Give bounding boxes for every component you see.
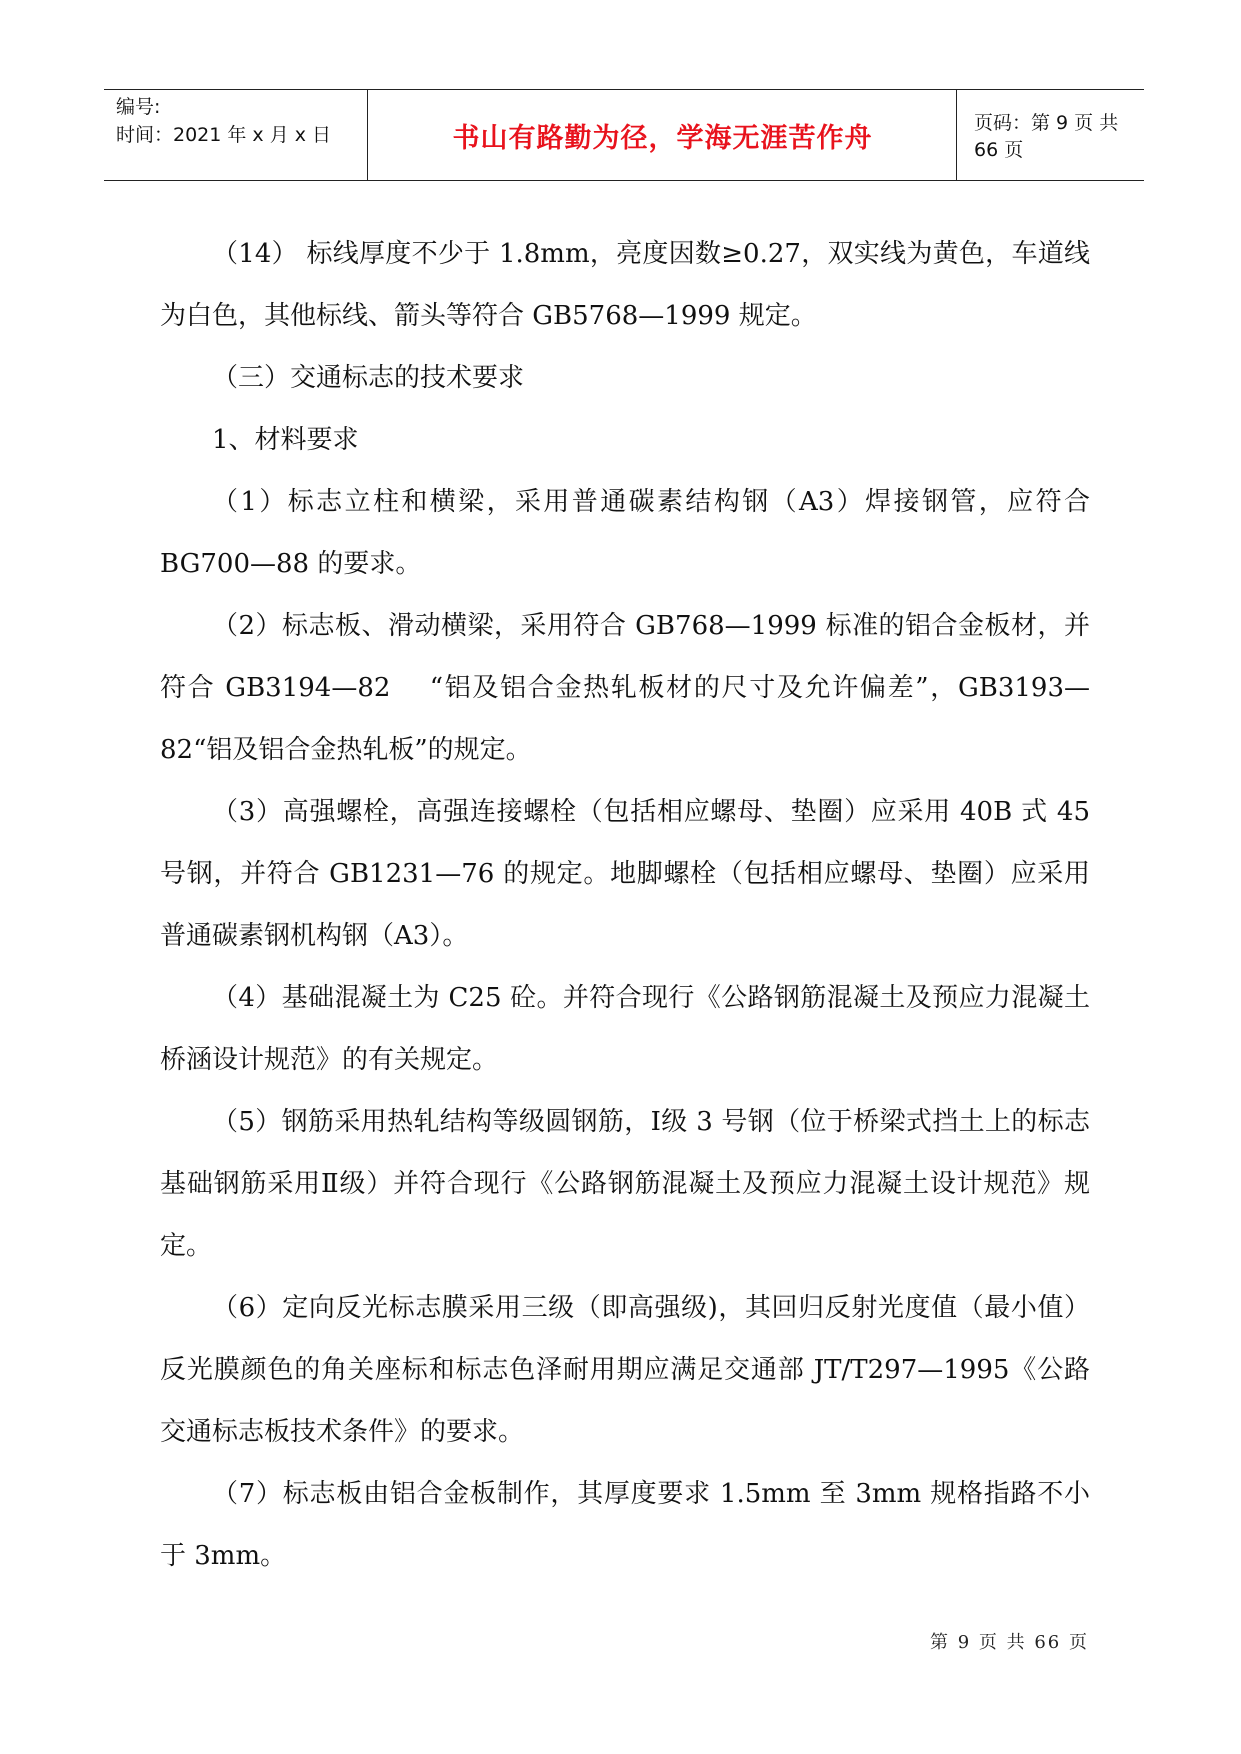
header-divider-right — [956, 90, 957, 180]
paragraph-5-rebar: （5）钢筋采用热轧结构等级圆钢筋，Ⅰ级 3 号钢（位于桥梁式挡土上的标志基础钢筋采用Ⅱ级）并符合现行《公路钢筋混凝土及预应力混凝土设计规范》规定。 — [160, 1107, 1090, 1261]
page-footer-number: 第 9 页 共 66 页 — [930, 1632, 1089, 1653]
paragraph-6-reflective-film: （6）定向反光标志膜采用三级（即高强级)，其回归反射光度值（最小值）反光膜颜色的角关座标和标志色泽耐用期应满足交通部 JT/T297—1995《公路交通标志板技术条件》的要求。 — [160, 1293, 1090, 1447]
paragraph-2-sign-plates: （2）标志板、滑动横梁，采用符合 GB768—1999 标准的铝合金板材，并符合 GB3194—82 “铝及铝合金热轧板材的尺寸及允许偏差”，GB3193—82“铝及铝合金热轧板”的规定。 — [160, 611, 1090, 765]
paragraph-4-concrete: （4）基础混凝土为 C25 砼。并符合现行《公路钢筋混凝土及预应力混凝土桥涵设计规范》的有关规定。 — [160, 983, 1090, 1075]
subsection-heading-materials: 1、材料要求 — [212, 425, 359, 455]
serial-number-label: 编号: — [116, 96, 161, 118]
section-heading-traffic-signs: （三）交通标志的技术要求 — [212, 363, 525, 393]
header-meta — [116, 93, 331, 149]
document-body — [160, 223, 1099, 1587]
paragraph-1-columns-beams: （1）标志立柱和横梁，采用普通碳素结构钢（A3）焊接钢管，应符合 BG700—88 的要求。 — [160, 487, 1099, 579]
header-page-number: 页码：第 9 页 共 66 页 — [974, 112, 1119, 161]
header-motto: 书山有路勤为径，学海无涯苦作舟 — [452, 122, 873, 154]
time-label: 时间：2021 年 x 月 x 日 — [116, 124, 332, 146]
header-divider-left — [367, 90, 368, 180]
paragraph-7-plate-thickness: （7）标志板由铝合金板制作，其厚度要求 1.5mm 至 3mm 规格指路不小于 3mm。 — [160, 1479, 1090, 1571]
page-header — [104, 89, 1144, 181]
paragraph-14-marking-thickness: （14） 标线厚度不少于 1.8mm，亮度因数≥0.27，双实线为黄色，车道线为白色，其他标线、箭头等符合 GB5768—1999 规定。 — [160, 239, 1090, 331]
paragraph-3-bolts: （3）高强螺栓，高强连接螺栓（包括相应螺母、垫圈）应采用 40B 式 45 号钢，并符合 GB1231—76 的规定。地脚螺栓（包括相应螺母、垫圈）应采用普通碳素钢机构钢（A3）。 — [160, 797, 1099, 951]
